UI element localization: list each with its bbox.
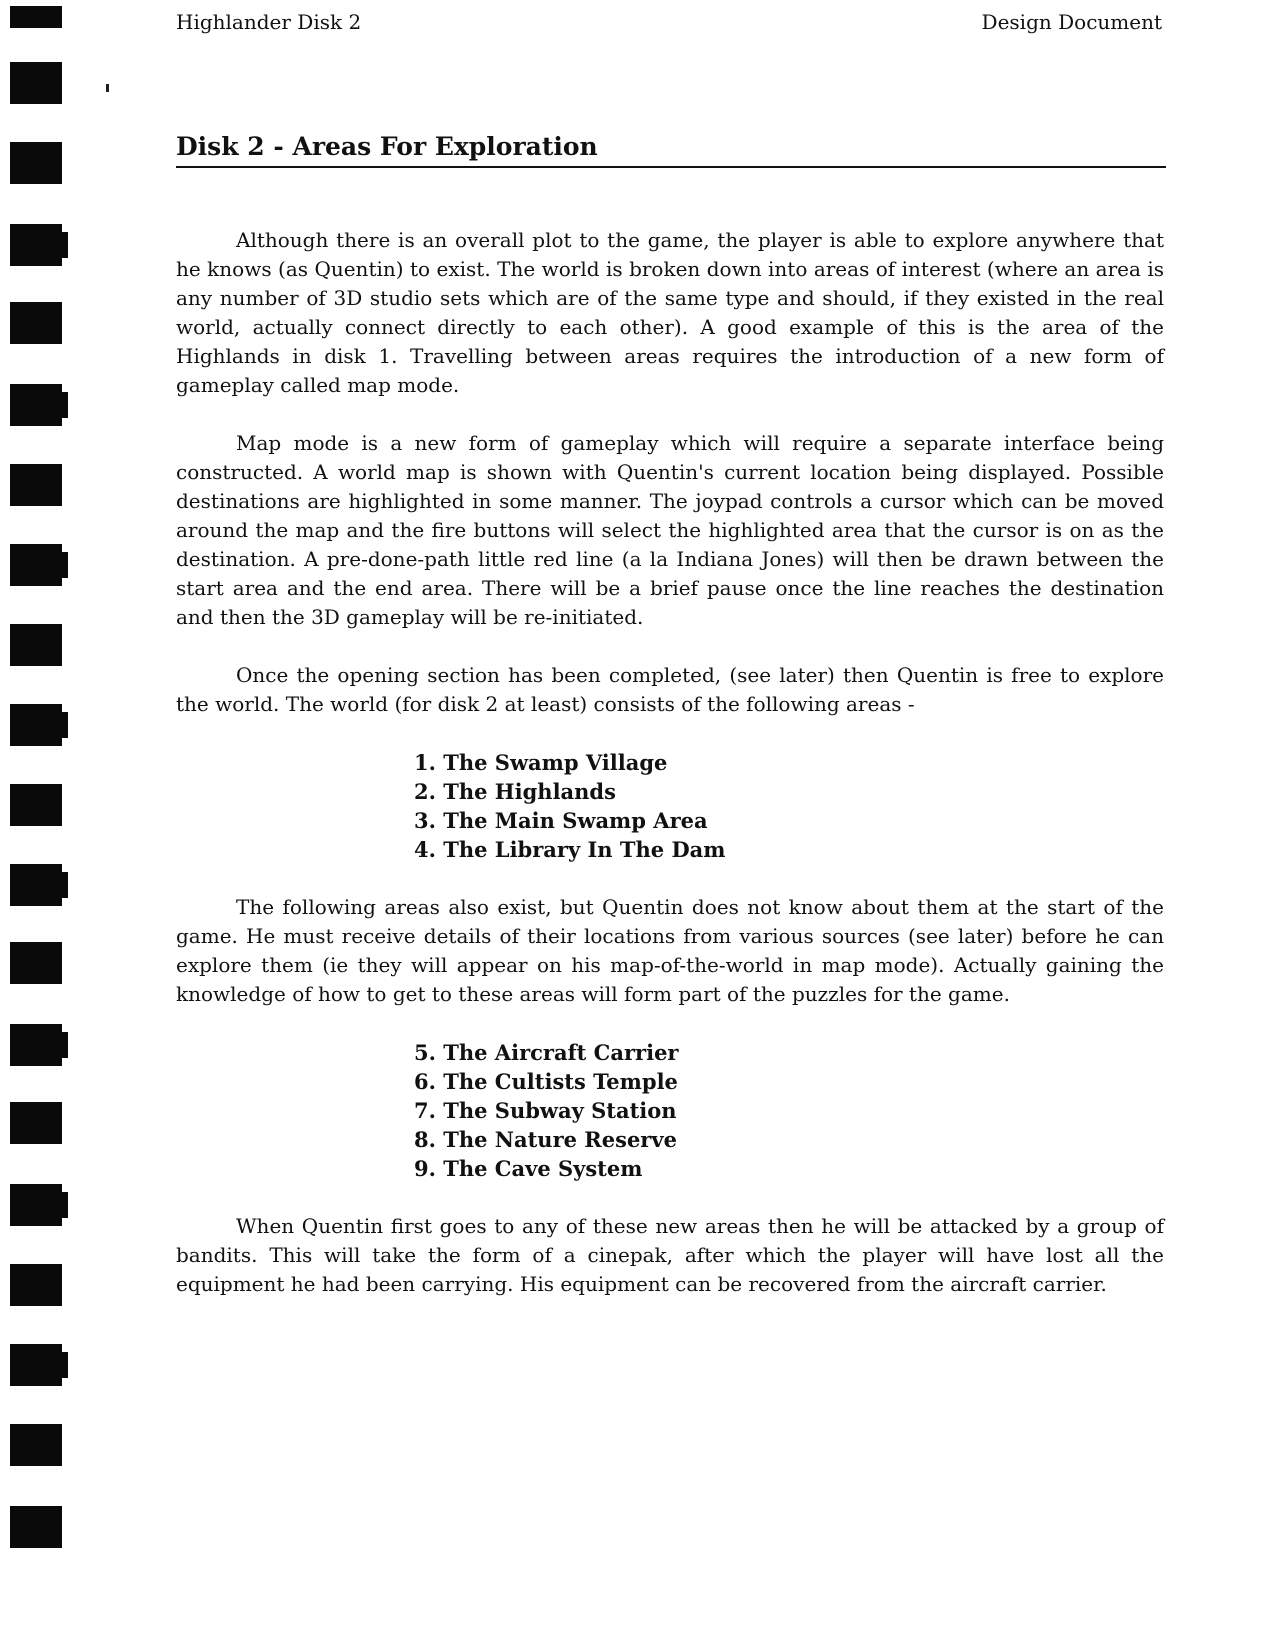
section-title: Disk 2 - Areas For Exploration bbox=[176, 132, 598, 161]
hidden-areas-list bbox=[414, 1038, 1164, 1183]
binding-hole bbox=[10, 864, 62, 906]
known-areas-list bbox=[414, 748, 1164, 864]
paragraph-bandits: When Quentin first goes to any of these new areas then he will be attacked by a group of bandits. This will take the form of a cinepak, after which the player will have lost all the equipment he had been carrying. His equipment can be recovered from the aircraft carrier. bbox=[176, 1214, 1164, 1296]
binding-hole bbox=[10, 1024, 62, 1066]
paragraph-map-mode: Map mode is a new form of gameplay which will require a separate interface being constructed. A world map is shown with Quentin's current location being displayed. Possible destinations are highlighted in some manner. The joypad controls a cursor which can be moved around the map and the fire buttons will select the highlighted area that the cursor is on as the destination. A pre-done-path little red line (a la Indiana Jones) will then be drawn between the start area and the end area. There will be a brief pause once the line reaches the destination and then the 3D gameplay will be re-initiated. bbox=[176, 431, 1164, 629]
binding-hole bbox=[10, 1102, 62, 1144]
list-item: 5. The Aircraft Carrier bbox=[414, 1040, 679, 1065]
binding-hole bbox=[10, 384, 62, 426]
title-underline bbox=[176, 166, 1166, 168]
list-item: 1. The Swamp Village bbox=[414, 750, 668, 775]
list-item: 3. The Main Swamp Area bbox=[414, 808, 708, 833]
binding-strip bbox=[0, 0, 70, 1650]
paragraph-overview: Although there is an overall plot to the game, the player is able to explore anywhere that he knows (as Quentin) to exist. The world is broken down into areas of interest (where an area is any number of 3D studio sets which are of the same type and should, if they existed in the real world, actually connect directly to each other). A good example of this is the area of the Highlands in disk 1. Travelling between areas requires the introduction of a new form of gameplay called map mode. bbox=[176, 228, 1164, 397]
binding-hole bbox=[10, 1184, 62, 1226]
paragraph-hidden-areas: The following areas also exist, but Quentin does not know about them at the start of the game. He must receive details of their locations from various sources (see later) before he can explore them (ie they will appear on his map-of-the-world in map mode). Actually gaining the knowledge of how to get to these areas will form part of the puzzles for the game. bbox=[176, 895, 1164, 1006]
paragraph-world-areas: Once the opening section has been completed, (see later) then Quentin is free to explore the world. The world (for disk 2 at least) consists of the following areas - bbox=[176, 663, 1164, 716]
page-header bbox=[176, 6, 1162, 38]
binding-hole bbox=[10, 302, 62, 344]
binding-hole bbox=[10, 1506, 62, 1548]
header-document-type: Design Document bbox=[981, 10, 1162, 34]
list-item: 8. The Nature Reserve bbox=[414, 1127, 677, 1152]
list-item: 7. The Subway Station bbox=[414, 1098, 677, 1123]
list-item: 2. The Highlands bbox=[414, 779, 616, 804]
binding-hole bbox=[10, 6, 62, 28]
binding-hole bbox=[10, 624, 62, 666]
scan-speck bbox=[106, 84, 109, 92]
header-document-name: Highlander Disk 2 bbox=[176, 10, 362, 34]
binding-hole bbox=[10, 464, 62, 506]
binding-hole bbox=[10, 544, 62, 586]
binding-hole bbox=[10, 1264, 62, 1306]
binding-hole bbox=[10, 704, 62, 746]
list-item: 4. The Library In The Dam bbox=[414, 837, 726, 862]
document-body bbox=[176, 226, 1164, 1328]
binding-hole bbox=[10, 142, 62, 184]
binding-hole bbox=[10, 1424, 62, 1466]
binding-hole bbox=[10, 942, 62, 984]
binding-hole bbox=[10, 224, 62, 266]
list-item: 9. The Cave System bbox=[414, 1156, 643, 1181]
binding-hole bbox=[10, 1344, 62, 1386]
binding-hole bbox=[10, 784, 62, 826]
list-item: 6. The Cultists Temple bbox=[414, 1069, 678, 1094]
binding-hole bbox=[10, 62, 62, 104]
